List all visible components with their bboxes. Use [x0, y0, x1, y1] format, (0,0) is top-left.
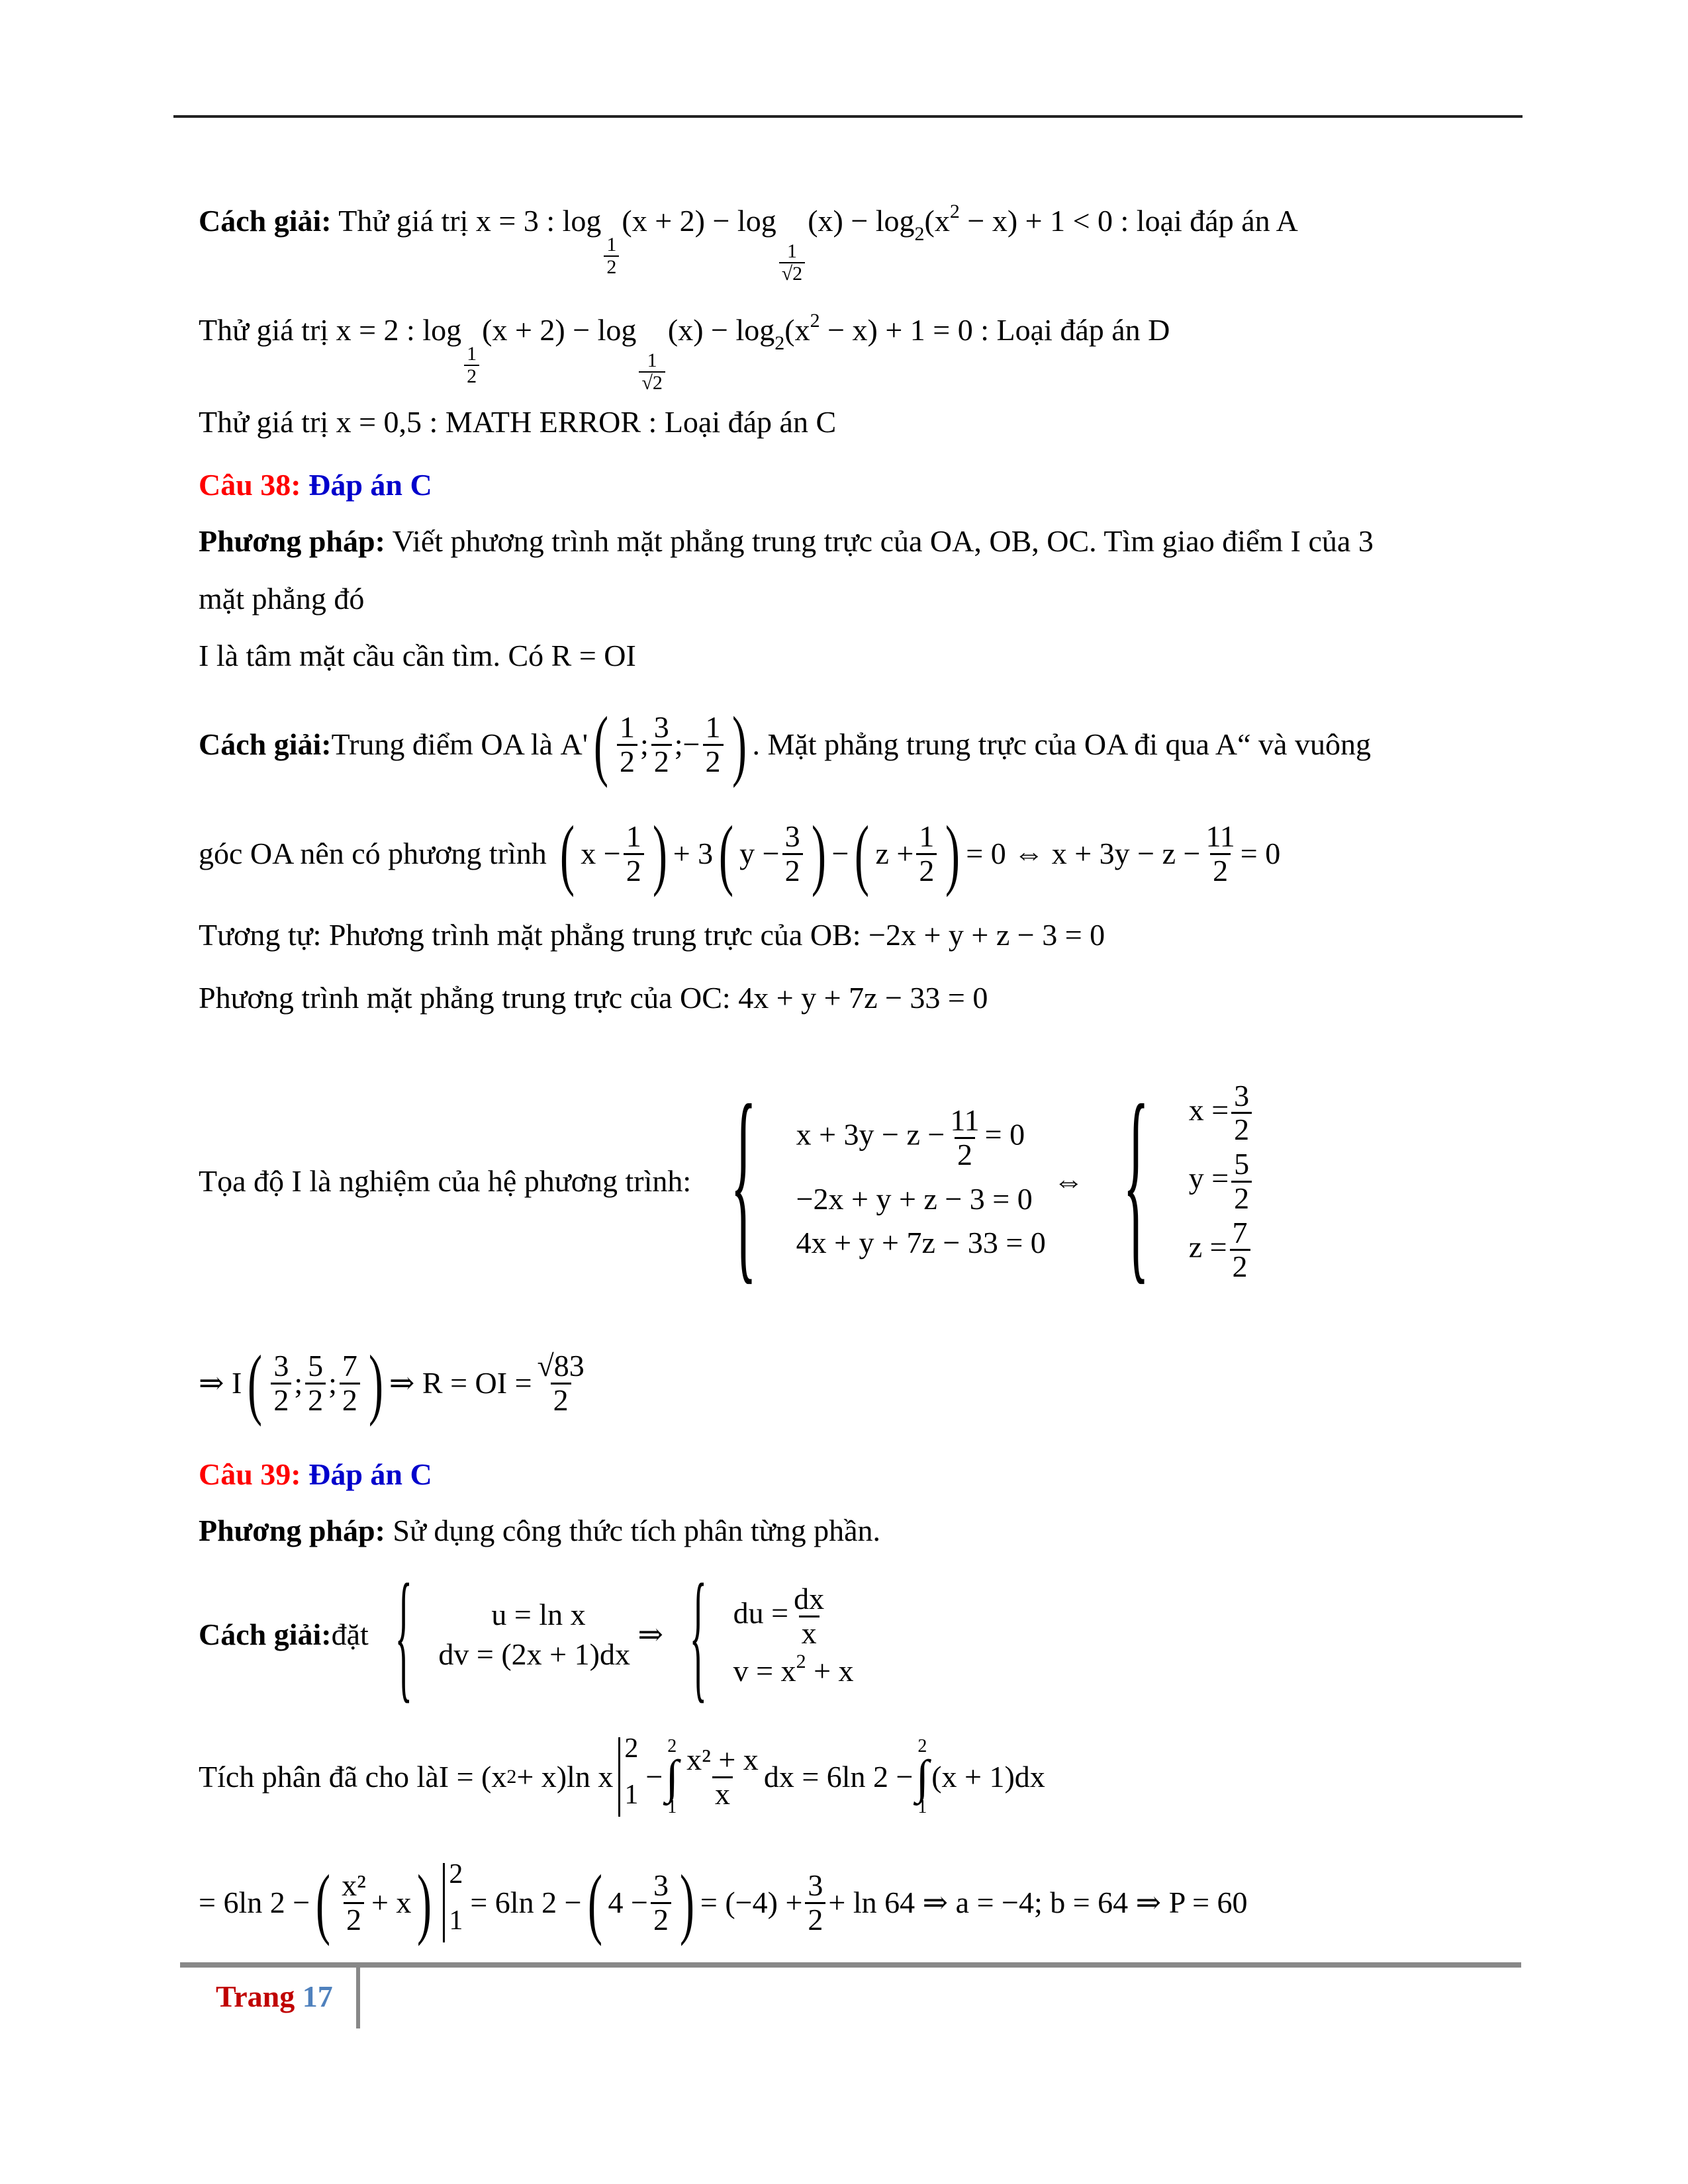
line-5: mặt phẳng đó — [199, 582, 365, 615]
system-left: { x + 3y − z − $\frac{11}{2}$ = 0 −2x + y + z − 3 = 0 4x + y + 7z − 33 = 0 — [730, 1060, 1046, 1302]
line-7: Cách giải: Trung điểm OA là A' ( $\frac{1}{2}$ ; $\frac{3}{2}$ ;− $\frac{1}{2}$ ) . Mặt phẳng trung trực của OA đi qua A“ và vuông — [199, 700, 1371, 788]
line-6: I là tâm mặt cầu cần tìm. Có R = OI — [199, 639, 636, 672]
line-12: ⇒ I ( $\frac{3}{2}$ ; $\frac{5}{2}$ ; $\frac{7}{2}$ ) ⇒ R = OI = $\frac{√83}{2}$ — [199, 1339, 585, 1427]
line-9: Tương tự: Phương trình mặt phẳng trung trực của OB: −2x + y + z − 3 = 0 — [199, 918, 1105, 952]
footer-divider — [356, 1968, 360, 2028]
line-4: Phương pháp: Viết phương trình mặt phẳng trung trực của OA, OB, OC. Tìm giao điểm I của 3 — [199, 524, 1374, 558]
line-16: = 6ln 2 − ( $\frac{\text{x²}}{2}$ + x ) 2 1 = 6ln 2 − ( 4 − $\frac{3}{2}$ ) = (−4) + $\frac{3}{2}$ + ln 64 ⇒ a = −4; b = 64 ⇒ P = 60 — [199, 1858, 1248, 1946]
line-13: Phương pháp: Sử dụng công thức tích phân từng phần. — [199, 1514, 881, 1547]
line-14: Cách giải: đặt { u = ln x dv = (2x + 1)dx ⇒ { du = $\frac{dx}{x}$ $v = x^2 + x$ — [199, 1554, 854, 1715]
integral: 2 ∫ 1 — [915, 1735, 929, 1818]
header-rule — [173, 115, 1523, 118]
system-right: { x = $\frac{3}{2}$ y = $\frac{5}{2}$ z = $\frac{7}{2}$ — [1084, 1080, 1254, 1283]
integral: 2 ∫ 1 — [665, 1735, 679, 1818]
question-39-heading: Câu 39: Đáp án C — [199, 1457, 432, 1491]
footer-rule — [180, 1962, 1521, 1968]
line-1: Cách giải: Thử giá trị x = 3 : log $\frac{1}{2}$ (x + 2) − log $\frac{1}{√2}$ $(x) - \log_2(x^2 - x) + 1 < 0$ : loại đáp án A — [199, 201, 1298, 285]
page-number: Trang 17 — [216, 1979, 333, 2013]
line-3: Thử giá trị x = 0,5 : MATH ERROR : Loại đáp án C — [199, 405, 837, 439]
line-15: Tích phân đã cho là I = (x 2 + x)ln x 2 1 − 2 ∫ 1 $\frac{\text{x² + x}}{x}$ dx = 6ln 2 − 2 ∫ 1 (x + 1)dx — [199, 1733, 1045, 1818]
line-8: góc OA nên có phương trình ( x − $\frac{1}{2}$ ) + 3 ( y − $\frac{3}{2}$ ) − ( z + $\frac{1}{2}$ ) = 0 ⇔ x + 3y − z − $\frac{11}{2}$ = 0 — [199, 809, 1281, 897]
line-11-system: Tọa độ I là nghiệm của hệ phương trình: { x + 3y − z − $\frac{11}{2}$ = 0 −2x + y + z − 3 = 0 4x + y + 7z − 33 = 0 ⇔ { x = $\frac{3}{2}$ y = $\frac{5}{2}$ z = $\frac{7}{2}$ — [199, 1052, 1254, 1310]
label: Cách giải: — [199, 204, 332, 238]
line-2: Thử giá trị x = 2 : log $\frac{1}{2}$ (x + 2) − log $\frac{1}{√2}$ $(x) - \log_2(x^2 - x) + 1 = 0$ : Loại đáp án D — [199, 310, 1170, 394]
question-38-heading: Câu 38: Đáp án C — [199, 468, 432, 502]
line-10: Phương trình mặt phẳng trung trực của OC: 4x + y + 7z − 33 = 0 — [199, 981, 988, 1015]
